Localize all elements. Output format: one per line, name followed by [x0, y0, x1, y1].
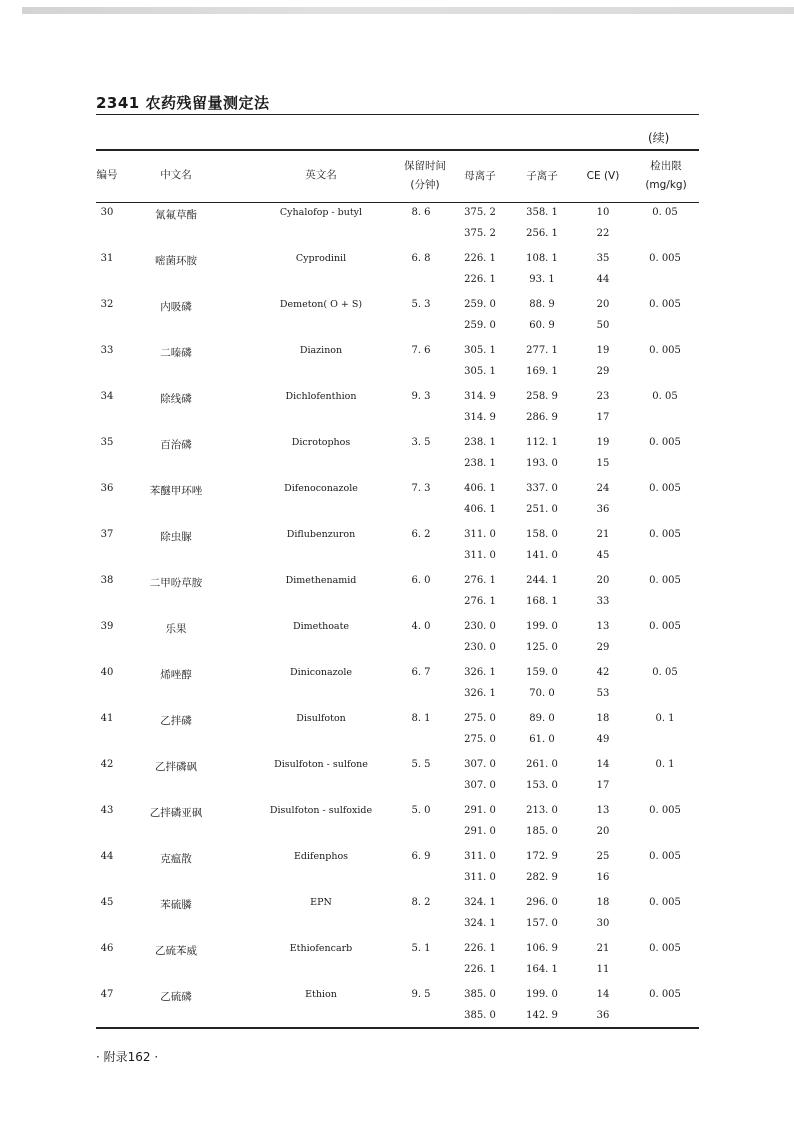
english-name: Disulfoton - sulfone — [274, 759, 368, 770]
product-ion-1: 158. 0 — [526, 529, 558, 540]
parent-ion-2: 324. 1 — [464, 918, 496, 929]
product-ion-1: 358. 1 — [526, 207, 558, 218]
product-ion-2: 93. 1 — [529, 274, 555, 285]
collision-energy-2: 29 — [596, 642, 610, 653]
collision-energy-2: 33 — [596, 596, 610, 607]
product-ion-1: 244. 1 — [526, 575, 558, 586]
detection-limit: 0. 005 — [649, 437, 681, 448]
retention-time: 6. 9 — [411, 851, 431, 862]
collision-energy-2: 20 — [596, 826, 610, 837]
row-number: 47 — [100, 989, 114, 1000]
product-ion-1: 337. 0 — [526, 483, 558, 494]
collision-energy-2: 36 — [596, 504, 610, 515]
parent-ion-2: 326. 1 — [464, 688, 496, 699]
product-ion-2: 282. 9 — [526, 872, 558, 883]
collision-energy-1: 21 — [596, 529, 610, 540]
parent-ion-2: 385. 0 — [464, 1010, 496, 1021]
parent-ion-2: 314. 9 — [464, 412, 496, 423]
header-rule — [96, 114, 699, 115]
continued-label: (续) — [648, 131, 670, 145]
product-ion-1: 89. 0 — [529, 713, 555, 724]
collision-energy-1: 10 — [596, 207, 610, 218]
parent-ion-1: 324. 1 — [464, 897, 496, 908]
chinese-name: 乙拌磷亚砜 — [149, 807, 203, 819]
retention-time: 5. 0 — [411, 805, 431, 816]
detection-limit: 0. 005 — [649, 345, 681, 356]
english-name: Diazinon — [299, 345, 343, 356]
collision-energy-2: 29 — [596, 366, 610, 377]
table-row — [96, 938, 699, 984]
collision-energy-2: 45 — [596, 550, 610, 561]
row-number: 30 — [100, 207, 114, 218]
collision-energy-1: 18 — [596, 713, 610, 724]
english-name: Ethion — [305, 989, 337, 1000]
table-body — [96, 202, 699, 1030]
parent-ion-2: 226. 1 — [464, 964, 496, 975]
chinese-name: 乙拌磷 — [160, 715, 192, 727]
product-ion-1: 277. 1 — [526, 345, 558, 356]
english-name: Difenoconazole — [284, 483, 358, 494]
collision-energy-1: 24 — [596, 483, 610, 494]
parent-ion-2: 275. 0 — [464, 734, 496, 745]
collision-energy-1: 21 — [596, 943, 610, 954]
english-name: Diniconazole — [289, 667, 353, 678]
chinese-name: 烯唑醇 — [160, 669, 192, 681]
english-name: Cyprodinil — [295, 253, 347, 264]
chinese-name: 内吸磷 — [160, 301, 192, 313]
retention-time: 6. 2 — [411, 529, 431, 540]
table-row — [96, 340, 699, 386]
chinese-name: 除虫脲 — [160, 531, 192, 543]
retention-time: 6. 0 — [411, 575, 431, 586]
detection-limit: 0. 005 — [649, 851, 681, 862]
table-row — [96, 846, 699, 892]
table-row — [96, 294, 699, 340]
product-ion-2: 251. 0 — [526, 504, 558, 515]
retention-time: 6. 8 — [411, 253, 431, 264]
chinese-name: 二甲吩草胺 — [149, 577, 203, 589]
parent-ion-2: 276. 1 — [464, 596, 496, 607]
table-row — [96, 202, 699, 248]
english-name: Diflubenzuron — [286, 529, 356, 540]
product-ion-2: 142. 9 — [526, 1010, 558, 1021]
retention-time: 4. 0 — [411, 621, 431, 632]
collision-energy-1: 35 — [596, 253, 610, 264]
retention-time: 8. 2 — [411, 897, 431, 908]
retention-time: 8. 6 — [411, 207, 431, 218]
col-header-no: 编号 — [96, 169, 118, 181]
parent-ion-2: 305. 1 — [464, 366, 496, 377]
col-header-child: 子离子 — [526, 170, 558, 182]
english-name: EPN — [310, 897, 332, 908]
detection-limit: 0. 05 — [652, 207, 678, 218]
collision-energy-1: 13 — [596, 805, 610, 816]
collision-energy-2: 11 — [596, 964, 610, 975]
product-ion-1: 88. 9 — [529, 299, 555, 310]
row-number: 38 — [100, 575, 114, 586]
col-header-ce: CE (V) — [586, 170, 620, 182]
chinese-name: 乙拌磷砜 — [155, 761, 197, 773]
parent-ion-1: 307. 0 — [464, 759, 496, 770]
english-name: Ethiofencarb — [289, 943, 353, 954]
collision-energy-2: 16 — [596, 872, 610, 883]
collision-energy-2: 36 — [596, 1010, 610, 1021]
chinese-name: 氰氟草酯 — [155, 209, 197, 221]
product-ion-2: 157. 0 — [526, 918, 558, 929]
parent-ion-1: 375. 2 — [464, 207, 496, 218]
parent-ion-1: 275. 0 — [464, 713, 496, 724]
detection-limit: 0. 005 — [649, 621, 681, 632]
row-number: 45 — [100, 897, 114, 908]
retention-time: 9. 3 — [411, 391, 431, 402]
chinese-name: 嘧菌环胺 — [155, 255, 197, 267]
product-ion-2: 286. 9 — [526, 412, 558, 423]
row-number: 46 — [100, 943, 114, 954]
parent-ion-1: 238. 1 — [464, 437, 496, 448]
parent-ion-2: 230. 0 — [464, 642, 496, 653]
collision-energy-1: 13 — [596, 621, 610, 632]
detection-limit: 0. 005 — [649, 253, 681, 264]
retention-time: 5. 3 — [411, 299, 431, 310]
chinese-name: 苯醚甲环唑 — [149, 485, 203, 497]
parent-ion-1: 259. 0 — [464, 299, 496, 310]
english-name: Cyhalofop - butyl — [279, 207, 363, 218]
table-row — [96, 432, 699, 478]
col-header-rt-line2: (分钟) — [410, 179, 440, 191]
detection-limit: 0. 005 — [649, 989, 681, 1000]
retention-time: 5. 5 — [411, 759, 431, 770]
parent-ion-2: 291. 0 — [464, 826, 496, 837]
chinese-name: 乐果 — [165, 623, 187, 635]
collision-energy-2: 17 — [596, 780, 610, 791]
row-number: 32 — [100, 299, 114, 310]
collision-energy-1: 42 — [596, 667, 610, 678]
parent-ion-1: 305. 1 — [464, 345, 496, 356]
detection-limit: 0. 05 — [652, 667, 678, 678]
collision-energy-1: 25 — [596, 851, 610, 862]
row-number: 39 — [100, 621, 114, 632]
table-row — [96, 524, 699, 570]
product-ion-2: 193. 0 — [526, 458, 558, 469]
retention-time: 3. 5 — [411, 437, 431, 448]
row-number: 44 — [100, 851, 114, 862]
product-ion-2: 61. 0 — [529, 734, 555, 745]
collision-energy-2: 53 — [596, 688, 610, 699]
col-header-lod-line1: 检出限 — [650, 160, 682, 172]
parent-ion-2: 311. 0 — [464, 872, 496, 883]
col-header-rt-line1: 保留时间 — [404, 160, 446, 172]
product-ion-2: 169. 1 — [526, 366, 558, 377]
collision-energy-1: 19 — [596, 437, 610, 448]
retention-time: 7. 3 — [411, 483, 431, 494]
table-row — [96, 984, 699, 1030]
table-bottom-rule — [96, 1027, 699, 1029]
product-ion-1: 199. 0 — [526, 621, 558, 632]
table-row — [96, 708, 699, 754]
parent-ion-2: 375. 2 — [464, 228, 496, 239]
collision-energy-2: 44 — [596, 274, 610, 285]
product-ion-1: 106. 9 — [526, 943, 558, 954]
detection-limit: 0. 005 — [649, 529, 681, 540]
retention-time: 7. 6 — [411, 345, 431, 356]
col-header-rt — [395, 157, 455, 195]
chinese-name: 除线磷 — [160, 393, 192, 405]
col-header-name-cn: 中文名 — [160, 169, 192, 181]
table-row — [96, 570, 699, 616]
english-name: Demeton( O + S) — [279, 299, 363, 310]
parent-ion-1: 406. 1 — [464, 483, 496, 494]
product-ion-2: 168. 1 — [526, 596, 558, 607]
product-ion-1: 199. 0 — [526, 989, 558, 1000]
parent-ion-1: 230. 0 — [464, 621, 496, 632]
detection-limit: 0. 05 — [652, 391, 678, 402]
product-ion-1: 258. 9 — [526, 391, 558, 402]
collision-energy-2: 50 — [596, 320, 610, 331]
english-name: Disulfoton - sulfoxide — [269, 805, 373, 816]
parent-ion-1: 226. 1 — [464, 943, 496, 954]
row-number: 41 — [100, 713, 114, 724]
row-number: 36 — [100, 483, 114, 494]
row-number: 33 — [100, 345, 114, 356]
parent-ion-2: 311. 0 — [464, 550, 496, 561]
chinese-name: 克瘟散 — [160, 853, 192, 865]
product-ion-2: 164. 1 — [526, 964, 558, 975]
detection-limit: 0. 1 — [655, 759, 675, 770]
english-name: Edifenphos — [293, 851, 349, 862]
product-ion-2: 70. 0 — [529, 688, 555, 699]
parent-ion-1: 226. 1 — [464, 253, 496, 264]
col-header-lod — [638, 157, 694, 195]
table-row — [96, 616, 699, 662]
english-name: Disulfoton — [296, 713, 346, 724]
retention-time: 6. 7 — [411, 667, 431, 678]
retention-time: 8. 1 — [411, 713, 431, 724]
product-ion-2: 141. 0 — [526, 550, 558, 561]
english-name: Dichlofenthion — [285, 391, 357, 402]
table-row — [96, 478, 699, 524]
collision-energy-2: 49 — [596, 734, 610, 745]
collision-energy-1: 23 — [596, 391, 610, 402]
table-top-rule — [96, 149, 699, 151]
parent-ion-2: 406. 1 — [464, 504, 496, 515]
english-name: Dicrotophos — [291, 437, 351, 448]
product-ion-1: 108. 1 — [526, 253, 558, 264]
row-number: 42 — [100, 759, 114, 770]
product-ion-2: 153. 0 — [526, 780, 558, 791]
retention-time: 5. 1 — [411, 943, 431, 954]
col-header-name-en: 英文名 — [305, 169, 337, 181]
parent-ion-1: 291. 0 — [464, 805, 496, 816]
collision-energy-1: 19 — [596, 345, 610, 356]
table-row — [96, 662, 699, 708]
row-number: 34 — [100, 391, 114, 402]
parent-ion-2: 238. 1 — [464, 458, 496, 469]
collision-energy-1: 20 — [596, 299, 610, 310]
parent-ion-2: 226. 1 — [464, 274, 496, 285]
product-ion-1: 112. 1 — [526, 437, 558, 448]
product-ion-1: 172. 9 — [526, 851, 558, 862]
collision-energy-1: 18 — [596, 897, 610, 908]
product-ion-1: 261. 0 — [526, 759, 558, 770]
detection-limit: 0. 1 — [655, 713, 675, 724]
table-row — [96, 754, 699, 800]
col-header-lod-line2: (mg/kg) — [645, 179, 687, 191]
product-ion-2: 256. 1 — [526, 228, 558, 239]
row-number: 43 — [100, 805, 114, 816]
detection-limit: 0. 005 — [649, 483, 681, 494]
parent-ion-1: 326. 1 — [464, 667, 496, 678]
collision-energy-1: 20 — [596, 575, 610, 586]
english-name: Dimethenamid — [285, 575, 357, 586]
product-ion-2: 185. 0 — [526, 826, 558, 837]
chinese-name: 苯硫膦 — [160, 899, 192, 911]
parent-ion-2: 259. 0 — [464, 320, 496, 331]
english-name: Dimethoate — [292, 621, 350, 632]
row-number: 31 — [100, 253, 114, 264]
parent-ion-2: 307. 0 — [464, 780, 496, 791]
table-row — [96, 800, 699, 846]
product-ion-1: 296. 0 — [526, 897, 558, 908]
col-header-parent: 母离子 — [464, 170, 496, 182]
chinese-name: 乙硫苯威 — [155, 945, 197, 957]
table-row — [96, 248, 699, 294]
parent-ion-1: 311. 0 — [464, 851, 496, 862]
detection-limit: 0. 005 — [649, 897, 681, 908]
table-row — [96, 386, 699, 432]
parent-ion-1: 314. 9 — [464, 391, 496, 402]
table-row — [96, 892, 699, 938]
retention-time: 9. 5 — [411, 989, 431, 1000]
detection-limit: 0. 005 — [649, 299, 681, 310]
row-number: 35 — [100, 437, 114, 448]
scan-edge-band — [22, 7, 794, 14]
collision-energy-1: 14 — [596, 989, 610, 1000]
collision-energy-1: 14 — [596, 759, 610, 770]
running-header: 2341 农药残留量测定法 — [96, 94, 270, 112]
product-ion-2: 125. 0 — [526, 642, 558, 653]
parent-ion-1: 385. 0 — [464, 989, 496, 1000]
product-ion-1: 159. 0 — [526, 667, 558, 678]
chinese-name: 乙硫磷 — [160, 991, 192, 1003]
chinese-name: 百治磷 — [160, 439, 192, 451]
detection-limit: 0. 005 — [649, 575, 681, 586]
product-ion-2: 60. 9 — [529, 320, 555, 331]
detection-limit: 0. 005 — [649, 943, 681, 954]
chinese-name: 二嗪磷 — [160, 347, 192, 359]
parent-ion-1: 311. 0 — [464, 529, 496, 540]
row-number: 40 — [100, 667, 114, 678]
detection-limit: 0. 005 — [649, 805, 681, 816]
page-footer: · 附录162 · — [96, 1050, 159, 1064]
row-number: 37 — [100, 529, 114, 540]
collision-energy-2: 22 — [596, 228, 610, 239]
collision-energy-2: 30 — [596, 918, 610, 929]
product-ion-1: 213. 0 — [526, 805, 558, 816]
collision-energy-2: 15 — [596, 458, 610, 469]
parent-ion-1: 276. 1 — [464, 575, 496, 586]
collision-energy-2: 17 — [596, 412, 610, 423]
